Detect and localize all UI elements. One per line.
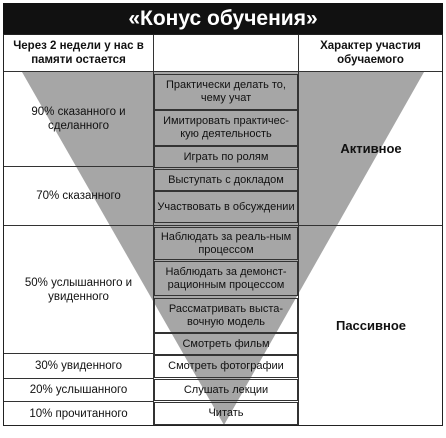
activity-read: Читать: [208, 407, 244, 419]
activity-presentation: Выступать с докладом: [168, 173, 284, 186]
header-participation: Характер участия обучаемого: [320, 40, 421, 66]
retention-70: 70% сказанного: [36, 190, 121, 202]
activity-observe-demo: Наблюдать за демонст-рационным процессом: [165, 265, 287, 291]
retention-50: 50% услышанного и увиденного: [24, 276, 133, 303]
activity-photos: Смотреть фотографии: [168, 360, 284, 372]
cone-table: [3, 34, 443, 426]
participation-passive: Пассивное: [335, 318, 407, 333]
retention-30: 30% увиденного: [34, 360, 123, 372]
header-retention: Через 2 недели у нас в памяти остается: [13, 40, 144, 66]
activity-lectures: Слушать лекции: [183, 383, 269, 396]
activity-roleplay: Играть по ролям: [183, 150, 269, 163]
retention-10: 10% прочитанного: [29, 407, 128, 420]
activity-observe-real: Наблюдать за реаль-ным процессом: [160, 230, 292, 256]
diagram-title: «Конус обучения»: [3, 3, 443, 34]
activity-watch-film: Смотреть фильм: [182, 337, 270, 350]
participation-active: Активное: [340, 141, 402, 156]
retention-90: 90% сказанного и сделанного: [31, 106, 126, 132]
activity-exhibit-model: Рассматривать выста-вочную модель: [168, 302, 284, 328]
retention-20: 20% услышанного: [29, 384, 128, 396]
activity-practice: Практически делать то, чему учат: [165, 79, 286, 104]
activity-imitate: Имитировать практичес-кую деятельность: [163, 115, 289, 140]
activity-discussion: Участвовать в обсуждении: [157, 200, 295, 213]
